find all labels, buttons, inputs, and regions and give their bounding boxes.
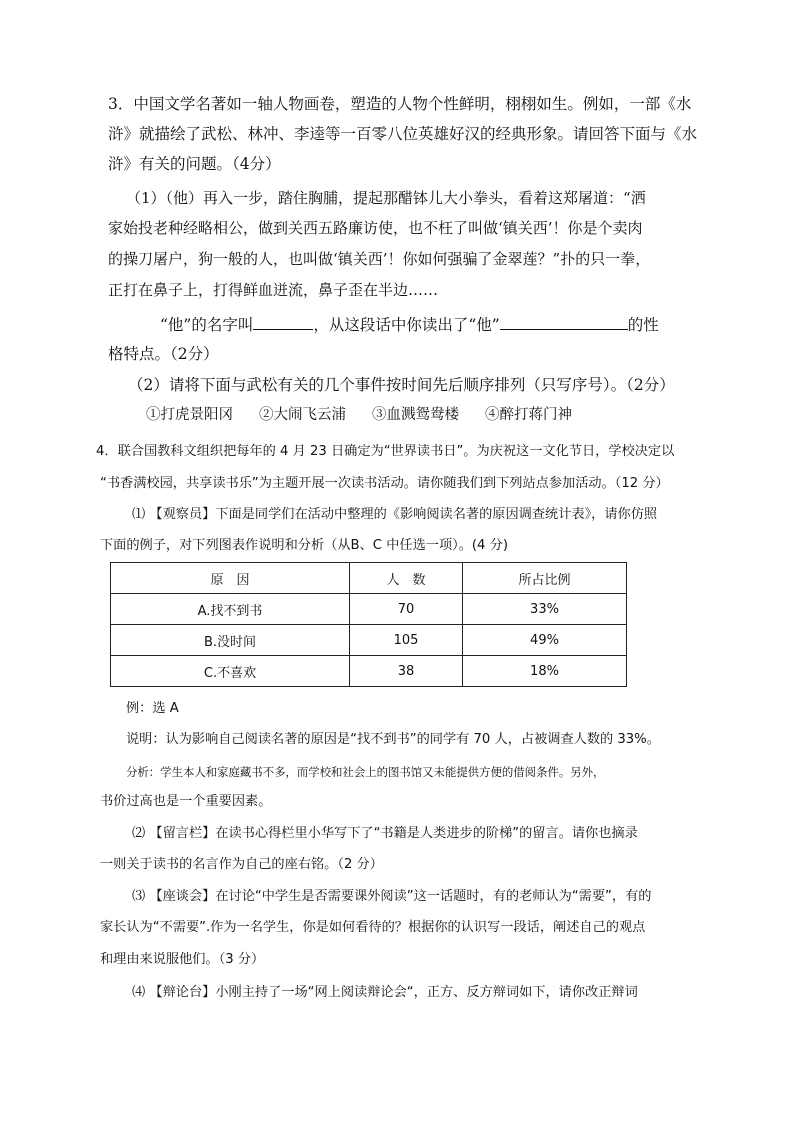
fill-text-b: ，从这段话中你读出了“他”	[313, 316, 500, 334]
cell-reason: C.不喜欢	[111, 656, 350, 687]
q4-section-3-line-1: ⑶ 【座谈会】在讨论“中学生是否需要课外阅读”这一话题时，有的老师认为“需要”，有的	[132, 889, 652, 904]
table-row	[111, 656, 627, 687]
reasons-statistics-table	[110, 562, 627, 687]
option-1: ①打虎景阳冈	[146, 407, 233, 423]
fill-text-a: “他”的名字叫	[160, 316, 254, 334]
cell-count: 105	[350, 625, 463, 656]
header-count: 人 数	[350, 563, 463, 594]
header-reason: 原 因	[111, 563, 350, 594]
option-3: ③血溅鸳鸯楼	[372, 407, 459, 423]
table-row	[111, 625, 627, 656]
cell-percent: 49%	[463, 625, 627, 656]
cell-count: 70	[350, 594, 463, 625]
q3-part-2: （2）请将下面与武松有关的几个事件按时间先后顺序排列（只写序号）。（2分）	[128, 376, 675, 394]
cell-reason: A.找不到书	[111, 594, 350, 625]
cell-count: 38	[350, 656, 463, 687]
name-blank[interactable]	[253, 313, 313, 330]
q3-line-2: 浒》就描绘了武松、林冲、李逵等一百零八位英雄好汉的经典形象。请回答下面与《水	[108, 125, 698, 143]
fill-text-c: 的性	[627, 316, 659, 334]
q4-section-4-line-1: ⑷ 【辩论台】小刚主持了一场“网上阅读辩论会“，正方、反方辩词如下，请你改正辩词	[132, 985, 638, 1000]
q4-section-3-line-3: 和理由来说服他们。（3 分）	[100, 952, 265, 967]
table-header-row	[111, 563, 627, 594]
q3-line-1: 3．中国文学名著如一轴人物画卷，塑造的人物个性鲜明，栩栩如生。例如，一部《水	[108, 95, 692, 113]
option-4: ④醉打蒋门神	[485, 407, 572, 423]
q4-section-2-line-1: ⑵ 【留言栏】在读书心得栏里小华写下了“书籍是人类进步的阶梯”的留言。请你也摘录	[132, 826, 638, 841]
example-label: 例：选 A	[126, 701, 179, 716]
q3-fill-in-line-2: 格特点。（2分）	[108, 345, 219, 363]
q3-options	[146, 405, 572, 425]
q3-passage-line-1: （1）（他）再入一步，踏住胸脯，提起那醋钵儿大小拳头，看着这郑屠道：“洒	[126, 189, 646, 207]
q4-section-1-line-1: ⑴ 【观察员】下面是同学们在活动中整理的《影响阅读名著的原因调查统计表》，请你仿照	[132, 507, 658, 522]
q3-passage-line-2: 家始投老种经略相公，做到关西五路廉访使，也不枉了叫做‘镇关西’！你是个卖肉	[108, 219, 643, 237]
header-percent: 所占比例	[463, 563, 627, 594]
q3-line-3: 浒》有关的问题。（4分）	[108, 155, 281, 173]
table-row	[111, 594, 627, 625]
q3-fill-in-line	[160, 313, 659, 335]
q4-section-2-line-2: 一则关于读书的名言作为自己的座右铭。（2 分）	[100, 857, 383, 872]
example-analysis-2: 书价过高也是一个重要因素。	[100, 794, 272, 809]
trait-blank[interactable]	[500, 313, 628, 330]
example-analysis: 分析：学生本人和家庭藏书不多，而学校和社会上的图书馆又未能提供方便的借阅条件。另外，	[126, 765, 605, 779]
cell-reason: B.没时间	[111, 625, 350, 656]
cell-percent: 33%	[463, 594, 627, 625]
cell-percent: 18%	[463, 656, 627, 687]
example-explanation: 说明：认为影响自己阅读名著的原因是“找不到书”的同学有 70 人，占被调查人数的 33%。	[126, 732, 660, 747]
q3-passage-line-4: 正打在鼻子上，打得鲜血迸流，鼻子歪在半边……	[108, 281, 439, 299]
q3-passage-line-3: 的操刀屠户，狗一般的人，也叫做‘镇关西’！你如何强骗了金翠莲？”扑的只一拳，	[108, 250, 651, 268]
option-2: ②大闹飞云浦	[259, 407, 346, 423]
q4-line-2: “书香满校园，共享读书乐”为主题开展一次读书活动。请你随我们到下列站点参加活动。（12 分）	[100, 476, 669, 491]
q4-section-3-line-2: 家长认为“不需要”.作为一名学生，你是如何看待的？根据你的认识写一段话，阐述自己的观点	[100, 920, 646, 935]
q4-line-1: 4．联合国教科文组织把每年的 4 月 23 日确定为“世界读书日”。为庆祝这一文化节日，学校决定以	[96, 444, 675, 459]
q4-section-1-line-2: 下面的例子，对下列图表作说明和分析（从B、C 中任选一项）。(4 分)	[100, 538, 508, 553]
